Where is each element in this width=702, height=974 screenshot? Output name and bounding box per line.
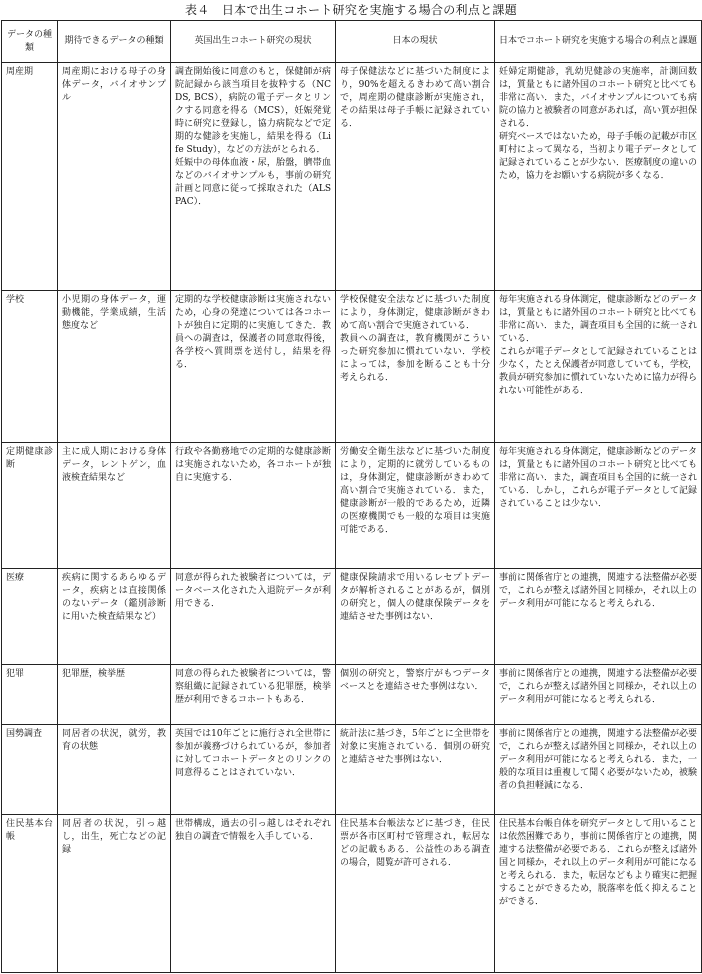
table-row	[2, 725, 702, 815]
cell-merits-issues	[495, 569, 702, 665]
cell-paragraph: 住民基本台帳自体を研究データとして用いることは依然困難であり，事前に関係省庁との連携，関連する法整備が必要である．これらが整えば諸外国と同様か，それ以上のデータ利用が可能になると考えられる．また，転居などもより確実に把握することができるため，脱落率を低く抑えることができる．	[499, 819, 698, 907]
cell-japan-status	[336, 569, 495, 665]
cell-expected-data	[58, 815, 171, 973]
cell-paragraph: 主に成人期における身体データ，レントゲン，血液検査結果など	[62, 447, 166, 483]
header-uk-status: 英国出生コホート研究の現状	[171, 21, 336, 63]
cell-paragraph: 同意の得られた被験者については，警察組織に記録されている犯罪歴，検挙歴が利用できるコホートもある．	[175, 669, 331, 705]
table-row	[2, 63, 702, 291]
cell-japan-status	[336, 725, 495, 815]
cell-japan-status	[336, 63, 495, 291]
cell-paragraph: 疾病に関するあらゆるデータ，疾病とは直接関係のないデータ（鑑別診断に用いた検査結果など）	[62, 573, 166, 622]
cell-uk-status	[171, 665, 336, 725]
table-row	[2, 443, 702, 569]
comparison-table	[1, 20, 702, 973]
table-row	[2, 291, 702, 443]
cell-paragraph: 小児期の身体データ，運動機能，学業成績，生活態度など	[62, 295, 166, 331]
cell-uk-status	[171, 815, 336, 973]
cell-data-type: 国勢調査	[2, 725, 58, 815]
cell-uk-status	[171, 569, 336, 665]
cell-paragraph: 毎年実施される身体測定，健康診断などのデータは，質量ともに諸外国のコホート研究と比べても非常に高い．また，調査項目も全国的に統一されている．	[499, 295, 698, 344]
cell-paragraph: 定期的な学校健康診断は実施されないため，心身の発達については各コホートが独自に定期的に実施してきた．教員への調査は，保護者の同意取得後，各学校へ質問票を送付し，結果を得る．	[175, 295, 331, 370]
cell-paragraph: 犯罪歴，検挙歴	[62, 669, 126, 679]
cell-data-type: 学校	[2, 291, 58, 443]
cell-paragraph: 事前に関係省庁との連携，関連する法整備が必要で，これらが整えば諸外国と同様か，それ以上のデータ利用が可能になると考えられる．	[499, 573, 698, 609]
cell-merits-issues	[495, 665, 702, 725]
cell-paragraph: 統計法に基づき，5年ごとに全世帯を対象に実施されている．個別の研究と連結させた事例はない．	[340, 729, 490, 765]
header-row	[2, 21, 702, 63]
cell-paragraph: 学校保健安全法などに基づいた制度により，身体測定，健康診断がきわめて高い割合で実施されている．	[340, 295, 490, 331]
table-row	[2, 569, 702, 665]
cell-paragraph: 労働安全衛生法などに基づいた制度により，定期的に就労しているものは，身体測定，健康診断がきわめて高い割合で実施されている．また，健康診断が一般的であるため，近隣の医療機関でも一般的な項目は実施可能である．	[340, 447, 490, 535]
cell-paragraph: 妊娠中の母体血液・尿，胎盤，臍帯血などのバイオサンプルも，事前の研究計画と同意に従って採取された（ALSPAC）．	[175, 158, 331, 207]
cell-uk-status	[171, 291, 336, 443]
cell-japan-status	[336, 815, 495, 973]
cell-expected-data	[58, 63, 171, 291]
cell-expected-data	[58, 291, 171, 443]
cell-japan-status	[336, 291, 495, 443]
header-japan-status: 日本の現状	[336, 21, 495, 63]
cell-paragraph: 研究ベースではないため，母子手帳の記載が市区町村によって異なる，当初より電子データとして記録されていることが少ない．医療制度の違いのため，協力をお願いする病院が多くなる．	[499, 132, 698, 181]
header-merits-issues: 日本でコホート研究を実施する場合の利点と課題	[495, 21, 702, 63]
cell-expected-data	[58, 569, 171, 665]
cell-merits-issues	[495, 443, 702, 569]
cell-merits-issues	[495, 63, 702, 291]
table-row	[2, 665, 702, 725]
cell-paragraph: 英国では10年ごとに施行され全世帯に参加が義務づけられているが，参加者に対してコホートデータとのリンクの同意得ることはされていない．	[175, 729, 331, 778]
cell-expected-data	[58, 443, 171, 569]
cell-merits-issues	[495, 725, 702, 815]
cell-paragraph: 調査開始後に同意のもと，保健師が病院記録から該当項目を抜粋する（NCDS, BCS），病院の電子データとリンクする同意を得る（MCS），妊娠発覚時に研究に登録し，協力病院などで定期的な健診を実施し，結果を得る（Life Study），などの方法がとられる．	[175, 67, 331, 155]
cell-data-type: 定期健康診断	[2, 443, 58, 569]
cell-paragraph: 事前に関係省庁との連携，関連する法整備が必要で，これらが整えば諸外国と同様か，それ以上のデータ利用が可能になると考えられる．また，一般的な項目は重複して聞く必要がないため，被験者の負担軽減になる．	[499, 729, 698, 791]
cell-paragraph: 周産期における母子の身体データ，バイオサンプル	[62, 67, 166, 103]
cell-data-type: 犯罪	[2, 665, 58, 725]
cell-paragraph: 同居者の状況，引っ越し，出生，死亡などの記録	[62, 819, 166, 855]
cell-expected-data	[58, 725, 171, 815]
table-row	[2, 815, 702, 973]
header-expected-data: 期待できるデータの種類	[58, 21, 171, 63]
cell-paragraph: 教員への調査は，教育機関がこういった研究参加に慣れていない．学校によっては，参加を断ることも十分考えられる．	[340, 334, 490, 383]
cell-paragraph: 同意が得られた被験者については，データベース化された入退院データが利用できる．	[175, 573, 331, 609]
table-title: 表４ 日本で出生コホート研究を実施する場合の利点と課題	[184, 3, 518, 17]
cell-paragraph: 世帯構成，過去の引っ越しはそれぞれ独自の調査で情報を入手している．	[175, 819, 331, 842]
cell-paragraph: 個別の研究と，警察庁がもつデータベースとを連結させた事例はない．	[340, 669, 490, 692]
cell-uk-status	[171, 725, 336, 815]
cell-merits-issues	[495, 815, 702, 973]
cell-paragraph: 健康保険請求で用いるレセプトデータが解析されることがあるが，個別の研究と，個人の健康保険データを連結させた事例はない．	[340, 573, 490, 622]
cell-merits-issues	[495, 291, 702, 443]
cell-paragraph: 行政や各勤務地での定期的な健康診断は実施されないため，各コホートが独自に実施する．	[175, 447, 331, 483]
cell-paragraph: 妊婦定期健診，乳幼児健診の実施率，計測回数は，質量ともに諸外国のコホート研究と比べても非常に高い．また，バイオサンプルについても病院の協力と被験者の同意があれば，高い質が担保される．	[499, 67, 698, 129]
cell-uk-status	[171, 63, 336, 291]
header-data-type: データの種類	[2, 21, 58, 63]
cell-paragraph: これらが電子データとして記録されていることは少なく，たとえ保護者が同意していても，学校，教員が研究参加に慣れていないために協力が得られない可能性がある．	[499, 347, 698, 396]
cell-paragraph: 事前に関係省庁との連携，関連する法整備が必要で，これらが整えば諸外国と同様か，それ以上のデータ利用が可能になると考えられる．	[499, 669, 698, 705]
cell-data-type: 医療	[2, 569, 58, 665]
cell-paragraph: 毎年実施される身体測定，健康診断などのデータは，質量ともに諸外国のコホート研究と比べても非常に高い．また，調査項目も全国的に統一されている．しかし，これらが電子データとして記録されていることは少ない．	[499, 447, 698, 509]
cell-japan-status	[336, 443, 495, 569]
cell-data-type: 住民基本台帳	[2, 815, 58, 973]
cell-uk-status	[171, 443, 336, 569]
cell-paragraph: 住民基本台帳法などに基づき，住民票が各市区町村で管理され，転居などの記載もある．公益性のある調査の場合，閲覧が許可される．	[340, 819, 490, 868]
cell-data-type: 周産期	[2, 63, 58, 291]
cell-japan-status	[336, 665, 495, 725]
cell-paragraph: 同居者の状況，就労，教育の状態	[62, 729, 166, 752]
cell-expected-data	[58, 665, 171, 725]
cell-paragraph: 母子保健法などに基づいた制度により，90%を超えるきわめて高い割合で，周産期の健康診断が実施され，その結果は母子手帳に記録されている．	[340, 67, 490, 129]
